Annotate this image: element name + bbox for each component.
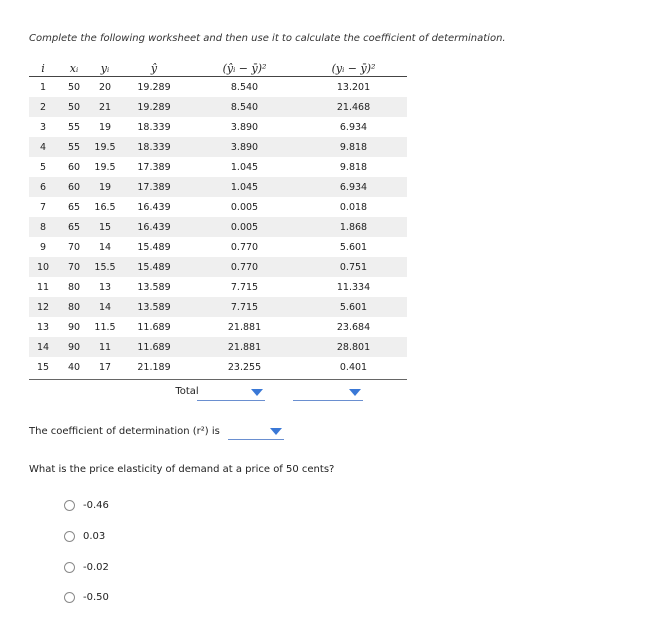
header-x: xᵢ xyxy=(57,60,91,77)
cell-sst: 5.601 xyxy=(300,297,407,317)
radio-icon[interactable] xyxy=(64,531,75,542)
instructions: Complete the following worksheet and then use it to calculate the coefficient of determination. xyxy=(29,33,506,44)
cell-sst: 5.601 xyxy=(339,241,368,253)
cell-y: 15.5 xyxy=(91,257,119,277)
header-i: i xyxy=(29,60,57,77)
cell-yhat: 19.289 xyxy=(119,97,189,117)
cell-i: 15 xyxy=(36,361,50,373)
option-label: 0.03 xyxy=(83,531,106,542)
cell-i: 6 xyxy=(29,177,57,197)
cell-x: 90 xyxy=(57,337,91,357)
cell-sst: 0.018 xyxy=(339,201,368,213)
cell-ssr: 3.890 xyxy=(189,137,300,157)
table-header-row xyxy=(29,60,407,77)
cell-ssr: 0.005 xyxy=(189,217,300,237)
cell-ssr: 7.715 xyxy=(230,281,259,293)
cell-i: 8 xyxy=(29,217,57,237)
cell-i: 2 xyxy=(29,97,57,117)
cell-y: 11 xyxy=(91,337,119,357)
header-sst: (yᵢ − ȳ)² xyxy=(300,60,407,77)
cell-y: 20 xyxy=(98,81,112,93)
cell-x: 60 xyxy=(57,177,91,197)
table-row xyxy=(29,337,407,357)
cell-yhat: 15.489 xyxy=(119,257,189,277)
cell-ssr: 1.045 xyxy=(189,177,300,197)
total-ssr-dropdown[interactable] xyxy=(197,384,265,401)
cell-y: 19 xyxy=(91,177,119,197)
option-0[interactable] xyxy=(64,500,109,511)
cell-x: 90 xyxy=(67,321,81,333)
cell-i: 14 xyxy=(29,337,57,357)
radio-icon[interactable] xyxy=(64,500,75,511)
cell-x: 80 xyxy=(67,281,81,293)
cell-ssr: 8.540 xyxy=(189,97,300,117)
radio-icon[interactable] xyxy=(64,592,75,603)
option-3[interactable] xyxy=(64,592,109,603)
cell-sst: 28.801 xyxy=(300,337,407,357)
cell-y: 19.5 xyxy=(94,161,116,173)
table-row xyxy=(29,157,407,177)
cell-yhat: 17.389 xyxy=(137,161,171,173)
header-ssr: (ŷᵢ − ȳ)² xyxy=(189,60,300,77)
cell-x: 70 xyxy=(57,257,91,277)
cell-y: 14 xyxy=(98,241,112,253)
cell-y: 13 xyxy=(98,281,112,293)
cell-i: 10 xyxy=(29,257,57,277)
table-row xyxy=(29,77,407,98)
cell-yhat: 18.339 xyxy=(137,121,171,133)
cell-i: 4 xyxy=(29,137,57,157)
cell-sst: 6.934 xyxy=(300,177,407,197)
header-y: yᵢ xyxy=(91,60,119,77)
table-row xyxy=(29,137,407,157)
cell-sst: 6.934 xyxy=(339,121,368,133)
cell-i: 3 xyxy=(39,121,47,133)
cell-yhat: 16.439 xyxy=(119,217,189,237)
cell-x: 80 xyxy=(57,297,91,317)
cell-x: 65 xyxy=(67,201,81,213)
cell-ssr: 8.540 xyxy=(230,81,259,93)
chevron-down-icon xyxy=(270,428,282,435)
cell-x: 60 xyxy=(67,161,81,173)
cell-sst: 1.868 xyxy=(300,217,407,237)
header-yhat: ŷ xyxy=(119,60,189,77)
table-row xyxy=(29,297,407,317)
cell-sst: 13.201 xyxy=(336,81,371,93)
cell-sst: 0.401 xyxy=(339,361,368,373)
cell-yhat: 13.589 xyxy=(137,281,171,293)
cell-ssr: 7.715 xyxy=(189,297,300,317)
total-sst-dropdown[interactable] xyxy=(293,384,363,401)
cell-sst: 0.751 xyxy=(300,257,407,277)
cell-yhat: 11.689 xyxy=(119,337,189,357)
cell-yhat: 16.439 xyxy=(137,201,171,213)
r2-label: The coefficient of determination (r²) is xyxy=(29,426,220,437)
option-2[interactable] xyxy=(64,562,109,573)
table-body xyxy=(29,77,407,378)
cell-sst: 23.684 xyxy=(336,321,371,333)
cell-i: 5 xyxy=(39,161,47,173)
cell-x: 50 xyxy=(57,97,91,117)
table-row xyxy=(29,217,407,237)
elasticity-question: What is the price elasticity of demand at a price of 50 cents? xyxy=(29,464,335,475)
option-label: -0.50 xyxy=(83,592,109,603)
cell-sst: 9.818 xyxy=(300,137,407,157)
cell-x: 50 xyxy=(67,81,81,93)
total-row xyxy=(29,379,407,402)
cell-y: 17 xyxy=(98,361,112,373)
cell-yhat: 15.489 xyxy=(137,241,171,253)
cell-x: 55 xyxy=(57,137,91,157)
cell-x: 55 xyxy=(67,121,81,133)
cell-y: 21 xyxy=(91,97,119,117)
cell-y: 19 xyxy=(98,121,112,133)
cell-i: 11 xyxy=(36,281,50,293)
cell-yhat: 13.589 xyxy=(119,297,189,317)
table-row xyxy=(29,277,407,297)
chevron-down-icon xyxy=(349,389,361,396)
radio-icon[interactable] xyxy=(64,562,75,573)
worksheet-table xyxy=(29,60,407,377)
cell-yhat: 19.289 xyxy=(137,81,171,93)
option-1[interactable] xyxy=(64,531,105,542)
cell-ssr: 3.890 xyxy=(230,121,259,133)
cell-ssr: 1.045 xyxy=(230,161,259,173)
cell-i: 13 xyxy=(36,321,50,333)
cell-y: 19.5 xyxy=(91,137,119,157)
cell-x: 65 xyxy=(57,217,91,237)
cell-i: 1 xyxy=(39,81,47,93)
cell-x: 40 xyxy=(67,361,81,373)
cell-y: 11.5 xyxy=(94,321,116,333)
cell-yhat: 18.339 xyxy=(119,137,189,157)
cell-ssr: 0.005 xyxy=(230,201,259,213)
option-label: -0.46 xyxy=(83,500,109,511)
cell-x: 70 xyxy=(67,241,81,253)
cell-ssr: 0.770 xyxy=(230,241,259,253)
cell-ssr: 21.881 xyxy=(227,321,262,333)
cell-ssr: 0.770 xyxy=(189,257,300,277)
cell-sst: 21.468 xyxy=(300,97,407,117)
table-row xyxy=(29,97,407,117)
table-row xyxy=(29,317,407,337)
table-row xyxy=(29,117,407,137)
cell-sst: 9.818 xyxy=(339,161,368,173)
cell-ssr: 23.255 xyxy=(227,361,262,373)
cell-sst: 11.334 xyxy=(336,281,371,293)
table-row xyxy=(29,357,407,377)
cell-yhat: 17.389 xyxy=(119,177,189,197)
cell-ssr: 21.881 xyxy=(189,337,300,357)
table-row xyxy=(29,177,407,197)
table-row xyxy=(29,237,407,257)
table-row xyxy=(29,197,407,217)
cell-i: 7 xyxy=(39,201,47,213)
cell-i: 9 xyxy=(39,241,47,253)
cell-yhat: 11.689 xyxy=(137,321,171,333)
r2-dropdown[interactable] xyxy=(228,423,284,440)
total-label: Total xyxy=(175,386,199,397)
cell-y: 16.5 xyxy=(94,201,116,213)
cell-yhat: 21.189 xyxy=(137,361,171,373)
table-row xyxy=(29,257,407,277)
cell-i: 12 xyxy=(29,297,57,317)
cell-y: 14 xyxy=(91,297,119,317)
chevron-down-icon xyxy=(251,389,263,396)
cell-y: 15 xyxy=(91,217,119,237)
option-label: -0.02 xyxy=(83,562,109,573)
